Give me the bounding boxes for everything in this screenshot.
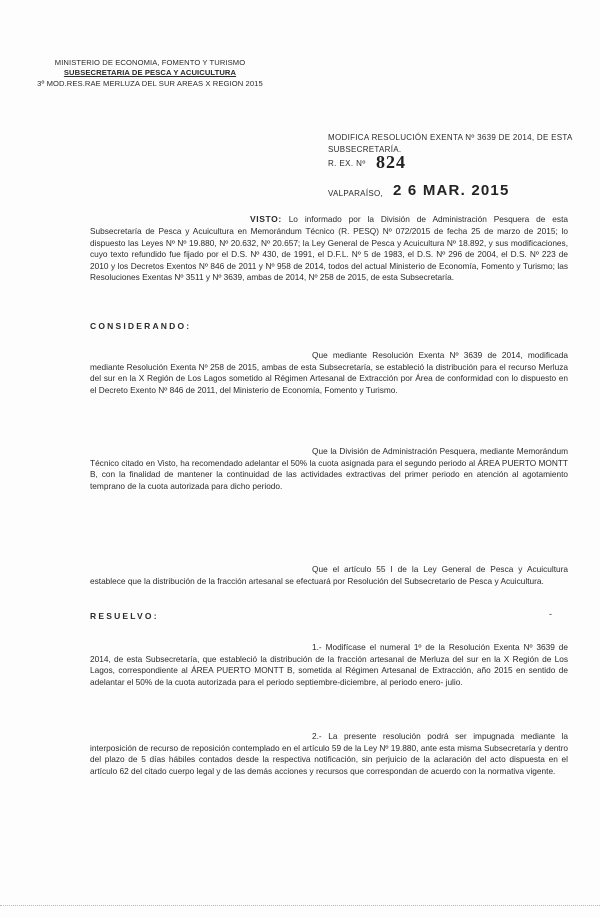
- resuelvo-heading: RESUELVO:: [90, 611, 159, 621]
- considerando-item-3: Que el artículo 55 I de la Ley General de Pesca y Acuicultura establece que la distribución de la fracción artesanal se efectuará por Resolución del Subsecretario de Pesca y Acuicultura.: [90, 564, 568, 586]
- resuelvo-item-1: 1.- Modifícase el numeral 1º de la Resolución Exenta Nº 3639 de 2014, de esta Subsecretaría, que estableció la distribución de la fracción artesanal de Merluza del sur en la X Región de Los Lagos, correspondiente al ÁREA PUERTO MONTT B, sometida al Régimen Artesanal de Extracción, año 2015 en sentido de adelantar el 50% de la cuota autorizada para el periodo septiembre-diciembre, al periodo enero- julio.: [90, 642, 568, 687]
- considerando-item-1: Que mediante Resolución Exenta Nº 3639 de 2014, modificada mediante Resolución Exenta Nº 258 de 2015, ambas de esta Subsecretaría, se estableció la distribución para el recurso Merluza del sur en la X Región de Los Lagos sometido al Régimen Artesanal de Extracción por Área de conformidad con lo dispuesto en el Decreto Exento Nº 846 de 2011, del Ministerio de Economía, Fomento y Turismo.: [90, 350, 568, 395]
- visto-paragraph: [90, 214, 568, 284]
- date-stamp: 2 6 MAR. 2015: [393, 182, 510, 199]
- ministry-header: [30, 58, 270, 89]
- resolution-number: 824: [376, 152, 406, 172]
- visto-text: Lo informado por la División de Administración Pesquera de esta Subsecretaría de Pesca y Acuicultura en Memorándum Técnico (R. PESQ) Nº 072/2015 de fecha 25 de marzo de 2015; lo dispuesto las Leyes Nº Nº 19.880, Nº 20.632, Nº 20.657; la Ley General de Pesca y Acuicultura Nº 18.892, y sus modificaciones, cuyo texto refundido fue fijado por el D.S. Nº 430, de 1991, el D.F.L. Nº 5 de 1983, el D.S. Nº 296 de 2004, el D.S. Nº 223 de 2010 y los Decretos Exentos Nº 846 de 2011 y Nº 958 de 2014, todos del actual Ministerio de Economía, Fomento y Turismo; las Resoluciones Exentas Nº 3511 y Nº 3639, ambas de 2014, Nº 258 de 2015, de esta Subsecretaría.: [90, 214, 568, 283]
- file-code: 3º MOD.RES.RAE MERLUZA DEL SUR AREAS X REGION 2015: [37, 78, 263, 88]
- resolution-reference: MODIFICA RESOLUCIÓN EXENTA Nº 3639 DE 2014, DE ESTA SUBSECRETARÍA.: [328, 133, 573, 154]
- considerando-heading: CONSIDERANDO:: [90, 321, 192, 331]
- subsecretaria-name: SUBSECRETARIA DE PESCA Y ACUICULTURA: [63, 68, 237, 78]
- ministry-name: MINISTERIO DE ECONOMIA, FOMENTO Y TURISMO: [54, 58, 246, 67]
- page-bottom-edge: [0, 905, 600, 906]
- place-label: VALPARAÍSO,: [328, 189, 384, 198]
- considerando-item-2: Que la División de Administración Pesquera, mediante Memorándum Técnico citado en Visto, ha recomendado adelantar el 50% la cuota asignada para el segundo periodo al ÁREA PUERTO MONTT B, con la finalidad de mantener la continuidad de las actividades extractivas del primer periodo en atención al agotamiento temprano de la cuota autorizada para dicho periodo.: [90, 446, 568, 491]
- stray-mark: -: [549, 609, 552, 619]
- resolution-label: R. EX. Nº: [328, 159, 366, 168]
- resuelvo-item-2: 2.- La presente resolución podrá ser impugnada mediante la interposición de recurso de reposición contemplado en el artículo 59 de la Ley Nº 19.880, ante esta misma Subsecretaría y dentro del plazo de 5 días hábiles contados desde la respectiva notificación, sin perjuicio de la aclaración del acto dispuesta en el artículo 62 del citado cuerpo legal y de las demás acciones y recursos que correspondan de acuerdo con la normativa vigente.: [90, 731, 568, 776]
- visto-label: VISTO:: [250, 214, 282, 224]
